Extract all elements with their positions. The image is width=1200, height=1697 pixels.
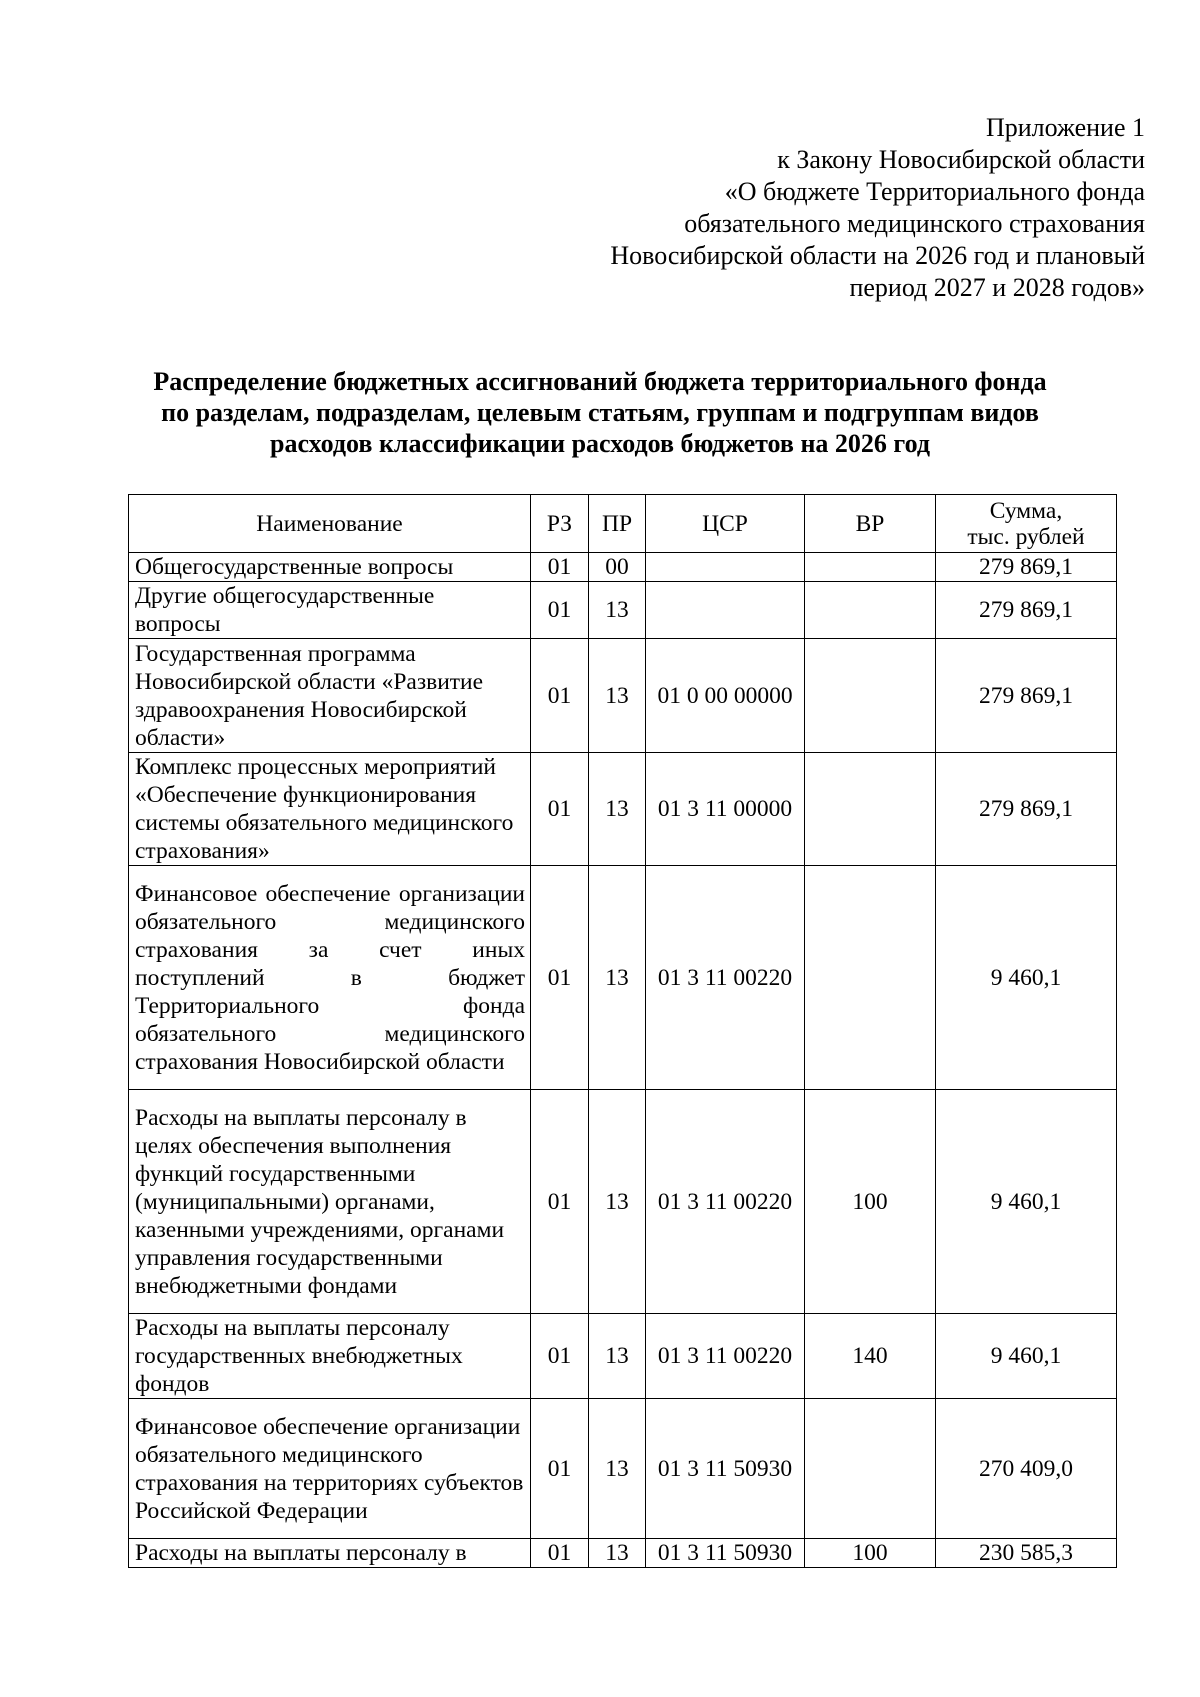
row-name: Финансовое обеспечение организации обязательного медицинского страхования за счет иных поступлений в бюджет Территориального фонда обязательного медицинского страхования Новосибирской области	[129, 866, 531, 1090]
appendix-line: Приложение 1	[985, 113, 1145, 142]
row-vr	[805, 753, 936, 866]
row-pr: 13	[589, 1399, 646, 1539]
table-row	[129, 582, 1117, 639]
row-sum: 279 869,1	[936, 639, 1117, 753]
row-csr: 01 3 11 00220	[646, 1090, 805, 1314]
table-row	[129, 553, 1117, 582]
table-row	[129, 866, 1117, 1090]
row-vr: 140	[805, 1314, 936, 1399]
row-sum: 279 869,1	[936, 582, 1117, 639]
row-sum: 9 460,1	[936, 866, 1117, 1090]
header-vr: ВР	[805, 495, 936, 553]
row-pr: 13	[589, 753, 646, 866]
row-name: Государственная программа Новосибирской области «Развитие здравоохранения Новосибирской области»	[129, 639, 531, 753]
row-pr: 13	[589, 582, 646, 639]
row-pr: 13	[589, 1314, 646, 1399]
row-name: Финансовое обеспечение организации обязательного медицинского страхования на территориях субъектов Российской Федерации	[129, 1399, 531, 1539]
document-title	[100, 366, 1100, 459]
table-row	[129, 753, 1117, 866]
header-name: Наименование	[129, 495, 531, 553]
title-line: Распределение бюджетных ассигнований бюджета территориального фонда	[153, 367, 1047, 396]
appendix-line: обязательного медицинского страхования	[684, 209, 1145, 238]
row-vr	[805, 582, 936, 639]
row-vr: 100	[805, 1090, 936, 1314]
row-sum: 279 869,1	[936, 753, 1117, 866]
appendix-line: период 2027 и 2028 годов»	[849, 273, 1145, 302]
row-vr	[805, 1399, 936, 1539]
row-csr: 01 3 11 50930	[646, 1539, 805, 1568]
row-pr: 13	[589, 639, 646, 753]
row-rz: 01	[531, 753, 589, 866]
row-csr: 01 3 11 00220	[646, 1314, 805, 1399]
budget-table	[128, 494, 1117, 1568]
title-line: по разделам, подразделам, целевым статьям, группам и подгруппам видов	[161, 398, 1039, 427]
row-rz: 01	[531, 866, 589, 1090]
row-sum: 270 409,0	[936, 1399, 1117, 1539]
row-rz: 01	[531, 1539, 589, 1568]
row-rz: 01	[531, 582, 589, 639]
row-name: Расходы на выплаты персоналу в целях обеспечения выполнения функций государственными (муниципальными) органами, казенными учреждениями, органами управления государственными внебюджетными фондами	[129, 1090, 531, 1314]
row-sum: 230 585,3	[936, 1539, 1117, 1568]
header-csr: ЦСР	[646, 495, 805, 553]
row-sum: 279 869,1	[936, 553, 1117, 582]
row-vr	[805, 553, 936, 582]
row-rz: 01	[531, 1314, 589, 1399]
row-vr	[805, 639, 936, 753]
table-row	[129, 1314, 1117, 1399]
header-rz: РЗ	[531, 495, 589, 553]
title-line: расходов классификации расходов бюджетов на 2026 год	[269, 429, 930, 458]
table-header-row	[129, 495, 1117, 553]
row-vr	[805, 866, 936, 1090]
row-pr: 00	[589, 553, 646, 582]
row-pr: 13	[589, 866, 646, 1090]
header-pr: ПР	[589, 495, 646, 553]
row-rz: 01	[531, 1090, 589, 1314]
row-rz: 01	[531, 553, 589, 582]
row-sum: 9 460,1	[936, 1314, 1117, 1399]
row-pr: 13	[589, 1539, 646, 1568]
row-pr: 13	[589, 1090, 646, 1314]
row-csr: 01 3 11 00220	[646, 866, 805, 1090]
row-csr: 01 3 11 00000	[646, 753, 805, 866]
row-name: Комплекс процессных мероприятий «Обеспечение функционирования системы обязательного медицинского страхования»	[129, 753, 531, 866]
appendix-line: «О бюджете Территориального фонда	[724, 177, 1145, 206]
row-rz: 01	[531, 1399, 589, 1539]
table-row	[129, 1399, 1117, 1539]
appendix-line: Новосибирской области на 2026 год и плановый	[610, 241, 1145, 270]
table-row	[129, 639, 1117, 753]
appendix-header	[610, 112, 1145, 304]
row-vr: 100	[805, 1539, 936, 1568]
row-csr: 01 3 11 50930	[646, 1399, 805, 1539]
row-csr	[646, 582, 805, 639]
row-name: Общегосударственные вопросы	[129, 553, 531, 582]
header-sum-line: Сумма,	[989, 497, 1063, 524]
table-row	[129, 1539, 1117, 1568]
header-sum	[936, 495, 1117, 553]
row-name: Расходы на выплаты персоналу в	[129, 1539, 531, 1568]
row-rz: 01	[531, 639, 589, 753]
row-name: Другие общегосударственные вопросы	[129, 582, 531, 639]
row-csr: 01 0 00 00000	[646, 639, 805, 753]
row-name: Расходы на выплаты персоналу государственных внебюджетных фондов	[129, 1314, 531, 1399]
table-row	[129, 1090, 1117, 1314]
row-csr	[646, 553, 805, 582]
header-sum-unit: тыс. рублей	[967, 523, 1085, 550]
appendix-line: к Закону Новосибирской области	[777, 145, 1145, 174]
row-sum: 9 460,1	[936, 1090, 1117, 1314]
